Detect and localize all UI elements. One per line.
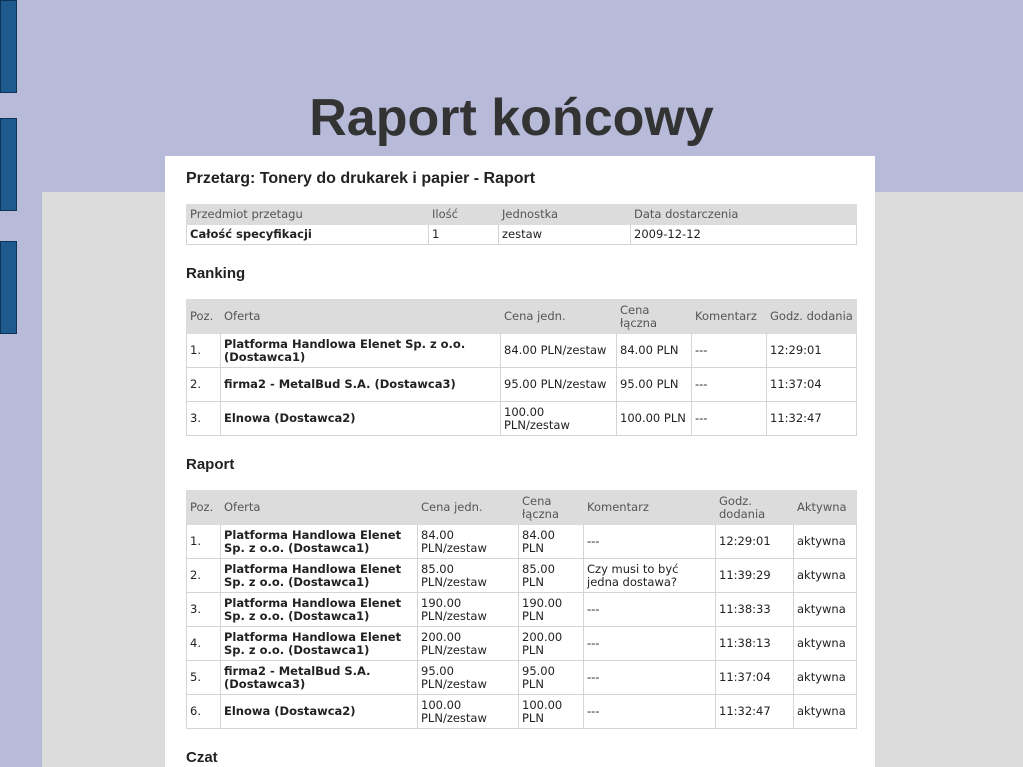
table-cell: 11:32:47: [767, 402, 857, 436]
column-header: Godz. dodania: [767, 300, 857, 334]
column-header: Przedmiot przetagu: [187, 205, 429, 225]
table-cell: 3.: [187, 593, 221, 627]
table-row: [187, 525, 857, 559]
table-cell: Elnowa (Dostawca2): [221, 402, 501, 436]
table-cell: 84.00 PLN/zestaw: [501, 334, 617, 368]
table-cell: 95.00 PLN: [617, 368, 692, 402]
table-cell: 6.: [187, 695, 221, 729]
column-header: Poz.: [187, 300, 221, 334]
column-header: Aktywna: [794, 491, 857, 525]
table-cell: 1.: [187, 525, 221, 559]
column-header: Cena jedn.: [501, 300, 617, 334]
table-cell: ---: [584, 593, 716, 627]
table-cell: 11:39:29: [716, 559, 794, 593]
table-row: [187, 559, 857, 593]
column-header: Cena jedn.: [418, 491, 519, 525]
table-cell: 190.00 PLN/zestaw: [418, 593, 519, 627]
table-cell: 11:37:04: [716, 661, 794, 695]
table-cell: Platforma Handlowa Elenet Sp. z o.o. (Dostawca1): [221, 627, 418, 661]
table-cell: Platforma Handlowa Elenet Sp. z o.o. (Dostawca1): [221, 334, 501, 368]
table-cell: 1.: [187, 334, 221, 368]
report-screenshot-panel: [165, 156, 875, 767]
subject-table: [186, 204, 857, 245]
table-cell: Czy musi to być jedna dostawa?: [584, 559, 716, 593]
table-cell: aktywna: [794, 661, 857, 695]
table-cell: 2009-12-12: [631, 225, 857, 245]
table-cell: Platforma Handlowa Elenet Sp. z o.o. (Dostawca1): [221, 593, 418, 627]
column-header: Komentarz: [692, 300, 767, 334]
column-header: Oferta: [221, 300, 501, 334]
table-cell: 100.00 PLN: [519, 695, 584, 729]
table-cell: 84.00 PLN/zestaw: [418, 525, 519, 559]
table-cell: ---: [584, 627, 716, 661]
table-cell: ---: [692, 402, 767, 436]
table-cell: aktywna: [794, 695, 857, 729]
table-cell: 190.00 PLN: [519, 593, 584, 627]
table-row: [187, 661, 857, 695]
column-header: Ilość: [429, 205, 499, 225]
table-cell: ---: [692, 368, 767, 402]
table-cell: aktywna: [794, 627, 857, 661]
table-cell: 12:29:01: [767, 334, 857, 368]
table-cell: 200.00 PLN/zestaw: [418, 627, 519, 661]
chat-title: Czat: [186, 749, 218, 766]
raport-table: [186, 490, 857, 729]
table-cell: 4.: [187, 627, 221, 661]
table-cell: Całość specyfikacji: [187, 225, 429, 245]
table-cell: ---: [584, 525, 716, 559]
table-cell: 84.00 PLN: [519, 525, 584, 559]
table-cell: 2.: [187, 559, 221, 593]
side-tab: [0, 0, 17, 93]
table-row: [187, 225, 857, 245]
table-cell: 200.00 PLN: [519, 627, 584, 661]
table-cell: 100.00 PLN/zestaw: [418, 695, 519, 729]
column-header: Data dostarczenia: [631, 205, 857, 225]
table-cell: 95.00 PLN/zestaw: [418, 661, 519, 695]
column-header: Komentarz: [584, 491, 716, 525]
table-cell: 11:38:13: [716, 627, 794, 661]
table-row: [187, 402, 857, 436]
table-cell: ---: [584, 695, 716, 729]
table-row: [187, 334, 857, 368]
table-cell: 2.: [187, 368, 221, 402]
column-header: Cena łączna: [617, 300, 692, 334]
ranking-title: Ranking: [186, 265, 246, 282]
table-cell: aktywna: [794, 593, 857, 627]
table-cell: 12:29:01: [716, 525, 794, 559]
table-row: [187, 627, 857, 661]
table-cell: 100.00 PLN: [617, 402, 692, 436]
slide-title: Raport końcowy: [309, 89, 714, 147]
table-cell: 95.00 PLN: [519, 661, 584, 695]
table-cell: zestaw: [499, 225, 631, 245]
raport-title: Raport: [186, 456, 235, 473]
table-cell: firma2 - MetalBud S.A. (Dostawca3): [221, 368, 501, 402]
table-row: [187, 695, 857, 729]
table-cell: 1: [429, 225, 499, 245]
column-header: Poz.: [187, 491, 221, 525]
table-row: [187, 368, 857, 402]
table-cell: 100.00 PLN/zestaw: [501, 402, 617, 436]
table-cell: aktywna: [794, 559, 857, 593]
table-cell: 5.: [187, 661, 221, 695]
table-cell: 84.00 PLN: [617, 334, 692, 368]
panel-title: Przetarg: Tonery do drukarek i papier - Raport: [186, 170, 536, 187]
table-row: [187, 593, 857, 627]
table-cell: ---: [692, 334, 767, 368]
table-cell: firma2 - MetalBud S.A. (Dostawca3): [221, 661, 418, 695]
table-cell: Elnowa (Dostawca2): [221, 695, 418, 729]
table-cell: 11:32:47: [716, 695, 794, 729]
table-cell: 85.00 PLN: [519, 559, 584, 593]
table-cell: Platforma Handlowa Elenet Sp. z o.o. (Dostawca1): [221, 559, 418, 593]
table-cell: aktywna: [794, 525, 857, 559]
column-header: Godz. dodania: [716, 491, 794, 525]
table-cell: 85.00 PLN/zestaw: [418, 559, 519, 593]
table-cell: 95.00 PLN/zestaw: [501, 368, 617, 402]
column-header: Oferta: [221, 491, 418, 525]
table-cell: Platforma Handlowa Elenet Sp. z o.o. (Dostawca1): [221, 525, 418, 559]
table-cell: ---: [584, 661, 716, 695]
table-cell: 3.: [187, 402, 221, 436]
column-header: Cena łączna: [519, 491, 584, 525]
column-header: Jednostka: [499, 205, 631, 225]
side-tab: [0, 241, 17, 334]
table-cell: 11:37:04: [767, 368, 857, 402]
ranking-table: [186, 299, 857, 436]
table-cell: 11:38:33: [716, 593, 794, 627]
